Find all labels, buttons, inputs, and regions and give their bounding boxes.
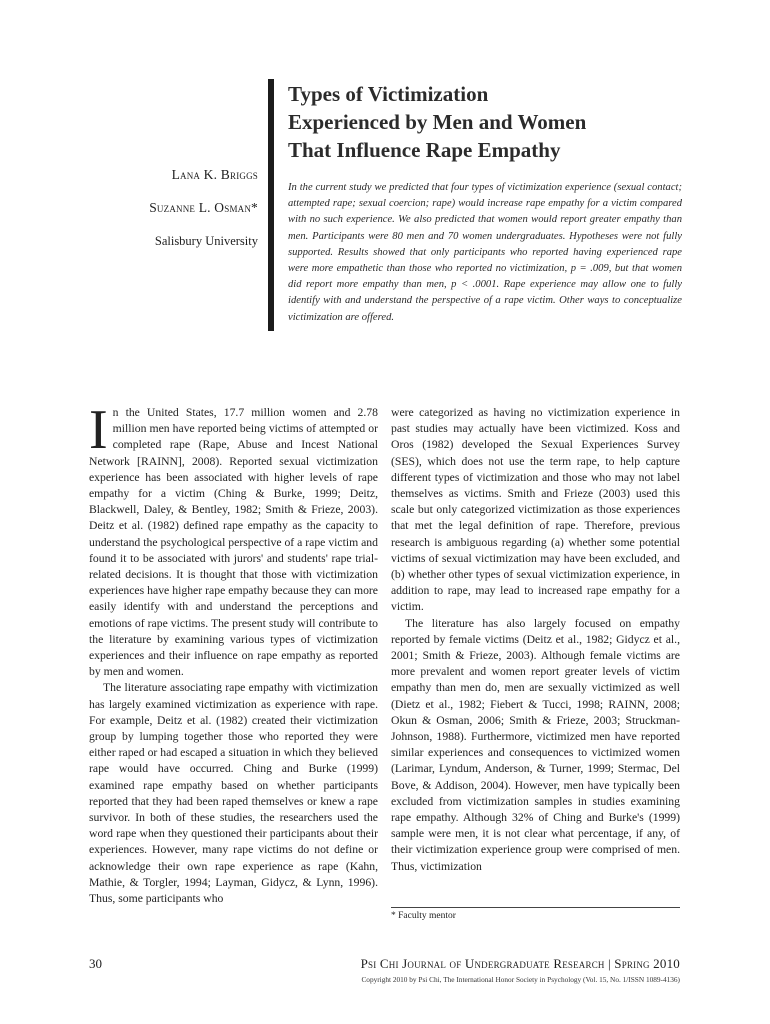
page-number: 30 [89,956,102,971]
author-name: Suzanne L. Osman* [149,200,258,215]
copyright-notice: Copyright 2010 by Psi Chi, The International Honor Society in Psychology (Vol. 15, No. 1/ISSN 1089-4136) [361,975,680,984]
title-accent-bar [268,79,274,331]
body-paragraph [89,399,378,680]
body-paragraph: The literature associating rape empathy with victimization has largely examined victimization as experience with rape. For example, Deitz et al. (1982) created their victimization group by lumping together those who reported they were either raped or had escaped a situation in which they believed rape would have occurred. Ching and Burke (1999) examined rape empathy based on whether participants reported that they had been raped themselves or knew a rape survivor. In both of these studies, the researchers used the word rape when they questioned their participants about their experiences. However, many rape victims do not define or acknowledge their own rape experience as rape (Kahn, Mathie, & Torgler, 1994; Layman, Gidycz, & Lynn, 1996). Thus, some participants who [89,681,378,906]
footnote-divider [391,907,680,908]
drop-cap: I [89,399,108,461]
abstract: In the current study we predicted that four types of victimization experience (sexual contact; attempted rape; sexual coercion; rape) would increase rape empathy for a victim compared with no such experience. We also predicted that women would report greater empathy than men. Participants were 80 men and 70 women undergraduates. Hypotheses were not fully supported. Results showed that only participants who reported having experienced rape were more empathetic than those who reported no victimization, p = .009, but that women did report more empathy than men, p < .0001. Rape experience may allow one to fully identify with and understand the perspective of a rape victim. Other ways to conceptualize victimization are offered. [288,182,682,323]
paragraph-text: n the United States, 17.7 million women and 2.78 million men have reported being victims of attempted or completed rape (Rape, Abuse and Incest National Network [RAINN], 2008). Reported sexual victimization experience has been associated with higher levels of rape empathy for a victim (Ching & Burke, 1999; Deitz, Blackwell, Daley, & Bentley, 1982; Smith & Frieze, 2003). Deitz et al. (1982) defined rape empathy as the capacity to understand the psychological perspective of a rape victim and found it to be associated with jurors' and students' rape trial-related decisions. It is thought that those with victimization experiences have higher rape empathy because they can more easily identify with and understand the perceptions and emotions of rape victims. The present study will contribute to the literature by examining various types of victimization experiences and their influence on rape empathy as reported by men and women. [89,406,378,679]
journal-running-footer: Psi Chi Journal of Undergraduate Research | Spring 2010 [360,956,680,971]
body-column-left [89,399,378,907]
title-line: Types of Victimization [288,82,489,106]
body-paragraph: were categorized as having no victimization experience in past studies may actually have been victimized. Koss and Oros (1982) developed the Sexual Experiences Survey (SES), which does not use the term rape, to help capture different types of victimization and those who may not label themselves as victims. Smith and Frieze (2003) used this scale but only categorized victimization as those experiences that met the legal definition of rape. Therefore, previous research is ambiguous regarding (a) whether some potential victims of sexual victimization may have been excluded, and (b) whether other types of sexual victimization experience, in addition to rape, may lead to increased rape empathy for a victim. [391,406,680,614]
footnote: * Faculty mentor [391,911,456,921]
body-paragraph: The literature has also largely focused on empathy reported by female victims (Deitz et al., 1982; Gidycz et al., 2001; Smith & Frieze, 2003). Although female victims are more prevalent and women report greater levels of victim empathy than men do, men are sexually victimized as well (Dietz et al., 1982; Fiebert & Tucci, 1998; RAINN, 2008; Okun & Osman, 2006; Smith & Frieze, 2003; Struckman-Johnson, 1988). Furthermore, victimized men have reported similar experiences and consequences to victimized women (Larimar, Lyndum, Anderson, & Turner, 1999; Stermac, Del Bove, & Addison, 2004). However, men have typically been excluded from victimization samples in studies examining rape empathy. Although 32% of Ching and Burke's (1999) sample were men, it is not clear what percentage, if any, of their victimization experience group were comprised of men. Thus, victimization [391,616,680,873]
affiliation: Salisbury University [154,234,258,248]
title-line: That Influence Rape Empathy [288,138,561,162]
author-name: Lana K. Briggs [171,167,258,182]
author-block [90,168,258,248]
body-column-right [391,405,680,875]
article-title [288,80,728,164]
title-line: Experienced by Men and Women [288,110,587,134]
